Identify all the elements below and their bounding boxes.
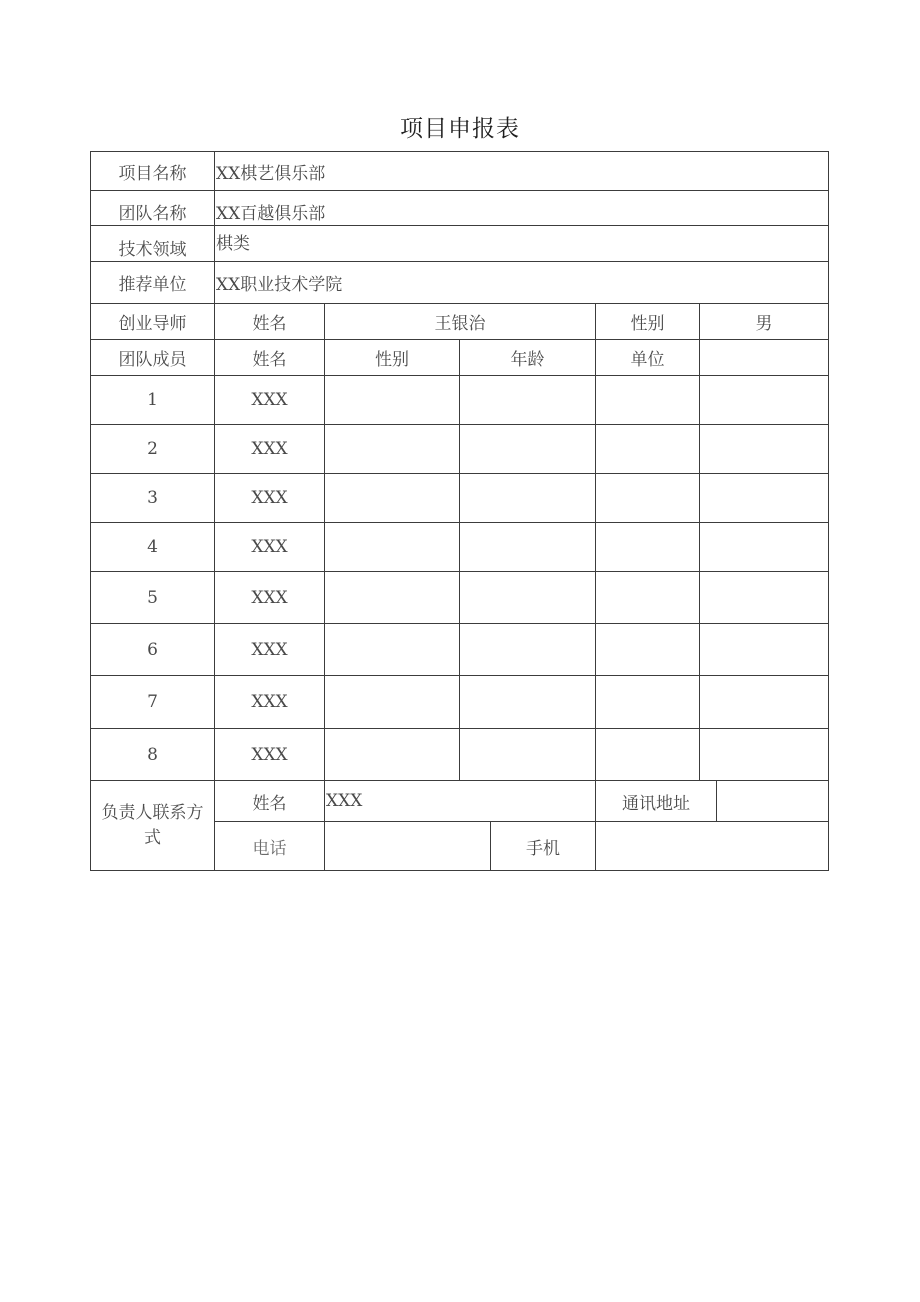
member-name: XXX (215, 676, 325, 729)
mentor-gender-value: 男 (700, 304, 829, 340)
member-extra-cell (700, 572, 829, 624)
row-contact-name (91, 781, 829, 822)
member-unit-cell (596, 676, 700, 729)
member-number: 4 (91, 523, 215, 572)
row-project-name (91, 152, 829, 191)
team-name-value: XX百越俱乐部 (215, 191, 829, 226)
member-unit-cell (596, 523, 700, 572)
member-number: 8 (91, 729, 215, 781)
members-col-extra (700, 340, 829, 376)
member-gender-cell (325, 729, 460, 781)
member-number: 6 (91, 624, 215, 676)
member-unit-cell (596, 572, 700, 624)
member-gender-cell (325, 376, 460, 425)
member-row (91, 523, 829, 572)
mentor-name-value: 王银治 (325, 304, 596, 340)
row-mentor (91, 304, 829, 340)
member-row (91, 425, 829, 474)
member-age-cell (460, 572, 596, 624)
contact-label: 负责人联系方式 (91, 781, 215, 871)
member-number: 7 (91, 676, 215, 729)
row-tech-field (91, 226, 829, 262)
member-gender-cell (325, 425, 460, 474)
project-name-value: XX棋艺俱乐部 (215, 152, 829, 191)
members-col-name: 姓名 (215, 340, 325, 376)
member-row (91, 676, 829, 729)
member-extra-cell (700, 676, 829, 729)
contact-name-value: XXX (325, 781, 596, 822)
mentor-name-label: 姓名 (215, 304, 325, 340)
member-age-cell (460, 624, 596, 676)
member-extra-cell (700, 729, 829, 781)
contact-address-value (717, 781, 829, 822)
members-label: 团队成员 (91, 340, 215, 376)
member-unit-cell (596, 425, 700, 474)
member-row (91, 624, 829, 676)
member-name: XXX (215, 523, 325, 572)
row-members-header (91, 340, 829, 376)
member-number: 2 (91, 425, 215, 474)
member-extra-cell (700, 376, 829, 425)
member-gender-cell (325, 624, 460, 676)
member-age-cell (460, 376, 596, 425)
row-recommender (91, 262, 829, 304)
member-name: XXX (215, 425, 325, 474)
member-extra-cell (700, 523, 829, 572)
member-gender-cell (325, 572, 460, 624)
member-extra-cell (700, 624, 829, 676)
tech-field-value: 棋类 (215, 226, 829, 262)
member-age-cell (460, 474, 596, 523)
member-age-cell (460, 729, 596, 781)
mentor-label: 创业导师 (91, 304, 215, 340)
member-extra-cell (700, 474, 829, 523)
member-unit-cell (596, 474, 700, 523)
member-unit-cell (596, 376, 700, 425)
member-row (91, 572, 829, 624)
team-name-label: 团队名称 (91, 191, 215, 226)
member-age-cell (460, 523, 596, 572)
contact-mobile-label: 手机 (491, 822, 596, 871)
member-gender-cell (325, 676, 460, 729)
members-col-gender: 性别 (325, 340, 460, 376)
member-name: XXX (215, 572, 325, 624)
page-title: 项目申报表 (400, 116, 520, 142)
contact-address-label: 通讯地址 (596, 781, 717, 822)
recommender-label: 推荐单位 (91, 262, 215, 304)
mentor-gender-label: 性别 (596, 304, 700, 340)
member-row (91, 474, 829, 523)
members-col-unit: 单位 (596, 340, 700, 376)
member-age-cell (460, 676, 596, 729)
member-extra-cell (700, 425, 829, 474)
contact-mobile-value (596, 822, 829, 871)
member-age-cell (460, 425, 596, 474)
contact-phone-label: 电话 (215, 822, 325, 871)
tech-field-label: 技术领域 (91, 226, 215, 262)
member-number: 3 (91, 474, 215, 523)
form-table (90, 151, 829, 871)
member-gender-cell (325, 474, 460, 523)
contact-name-label: 姓名 (215, 781, 325, 822)
recommender-value: XX职业技术学院 (215, 262, 829, 304)
row-team-name (91, 191, 829, 226)
member-number: 5 (91, 572, 215, 624)
member-unit-cell (596, 624, 700, 676)
application-form (90, 151, 828, 871)
member-unit-cell (596, 729, 700, 781)
member-name: XXX (215, 376, 325, 425)
member-row (91, 376, 829, 425)
member-row (91, 729, 829, 781)
member-name: XXX (215, 624, 325, 676)
member-number: 1 (91, 376, 215, 425)
member-name: XXX (215, 474, 325, 523)
project-name-label: 项目名称 (91, 152, 215, 191)
members-col-age: 年龄 (460, 340, 596, 376)
member-gender-cell (325, 523, 460, 572)
member-name: XXX (215, 729, 325, 781)
contact-phone-value (325, 822, 491, 871)
